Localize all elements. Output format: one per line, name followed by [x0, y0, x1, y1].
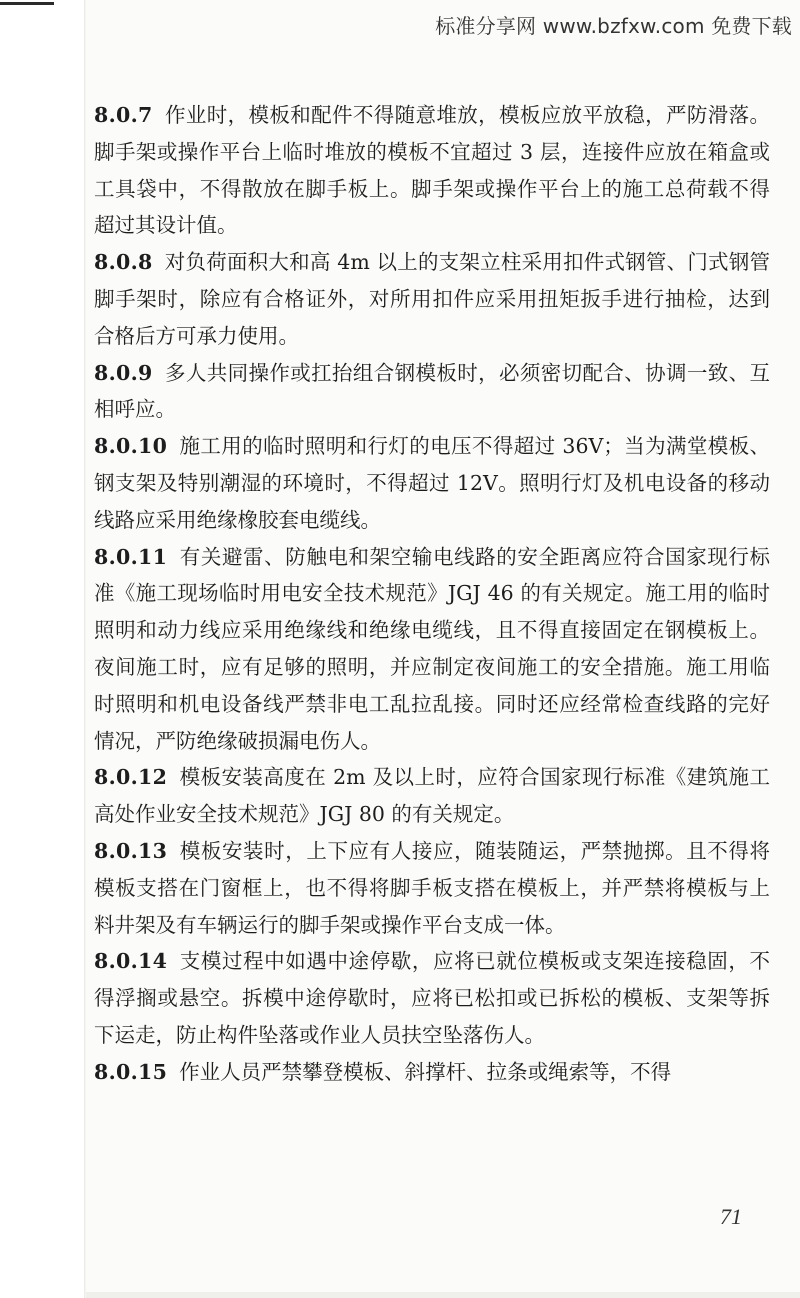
clause-8-0-11 [94, 539, 770, 760]
clause-text: 施工用的临时照明和行灯的电压不得超过 36V；当为满堂模板、钢支架及特别潮湿的环境时，不得超过 12V。照明行灯及机电设备的移动线路应采用绝缘橡胶套电缆线。 [94, 434, 770, 532]
clause-number: 8.0.10 [94, 434, 168, 459]
clause-8-0-12 [94, 759, 770, 833]
clause-number: 8.0.11 [94, 544, 168, 569]
page-bottom-edge [86, 1292, 800, 1298]
clause-8-0-8 [94, 244, 770, 354]
clause-number: 8.0.7 [94, 103, 153, 127]
clause-list [94, 97, 770, 1091]
clause-8-0-10 [94, 428, 770, 538]
clause-number: 8.0.14 [94, 949, 168, 974]
page-binding-edge [84, 0, 86, 1298]
clause-8-0-14 [94, 943, 770, 1053]
clause-number: 8.0.8 [94, 250, 153, 275]
clause-number: 8.0.15 [94, 1059, 168, 1084]
clause-number: 8.0.13 [94, 838, 168, 863]
clause-text: 作业人员严禁攀登模板、斜撑杆、拉条或绳索等，不得 [179, 1059, 672, 1084]
clause-text: 多人共同操作或扛抬组合钢模板时，必须密切配合、协调一致、互相呼应。 [94, 360, 770, 422]
clause-8-0-15 [94, 1054, 770, 1091]
clause-number: 8.0.9 [94, 360, 153, 385]
clause-text: 支模过程中如遇中途停歇，应将已就位模板或支架连接稳固，不得浮搁或悬空。拆模中途停歇时，应将已松扣或已拆松的模板、支架等拆下运走，防止构件坠落或作业人员扶空坠落伤人。 [94, 949, 770, 1047]
corner-mark [0, 2, 54, 5]
clause-text: 模板安装时，上下应有人接应，随装随运，严禁抛掷。且不得将模板支搭在门窗框上，也不得将脚手板支搭在模板上，并严禁将模板与上料井架及有车辆运行的脚手架或操作平台支成一体。 [94, 838, 770, 937]
clause-text: 有关避雷、防触电和架空输电线路的安全距离应符合国家现行标准《施工现场临时用电安全技术规范》JGJ 46 的有关规定。施工用的临时照明和动力线应采用绝缘线和绝缘电缆线，且不得直接固定在钢模板上。夜间施工时，应有足够的照明，并应制定夜间施工的安全措施。施工用临时照明和机电设备线严禁非电工乱拉乱接。同时还应经常检查线路的完好情况，严防绝缘破损漏电伤人。 [94, 544, 770, 753]
clause-8-0-9 [94, 355, 770, 429]
clause-8-0-13 [94, 833, 770, 943]
site-watermark: 标准分享网 www.bzfxw.com 免费下载 [435, 14, 792, 38]
clause-number: 8.0.12 [94, 765, 168, 790]
page-margin-strip [0, 0, 84, 1298]
page-number: 71 [720, 1204, 742, 1229]
clause-text: 模板安装高度在 2m 及以上时，应符合国家现行标准《建筑施工高处作业安全技术规范》JGJ 80 的有关规定。 [94, 765, 770, 827]
clause-8-0-7 [94, 97, 770, 244]
clause-text: 对负荷面积大和高 4m 以上的支架立柱采用扣件式钢管、门式钢管脚手架时，除应有合格证外，对所用扣件应采用扭矩扳手进行抽检，达到合格后方可承力使用。 [94, 250, 770, 348]
clause-text: 作业时，模板和配件不得随意堆放，模板应放平放稳，严防滑落。脚手架或操作平台上临时堆放的模板不宜超过 3 层，连接件应放在箱盒或工具袋中，不得散放在脚手板上。脚手架或操作平台上的施工总荷载不得超过其设计值。 [94, 103, 770, 238]
